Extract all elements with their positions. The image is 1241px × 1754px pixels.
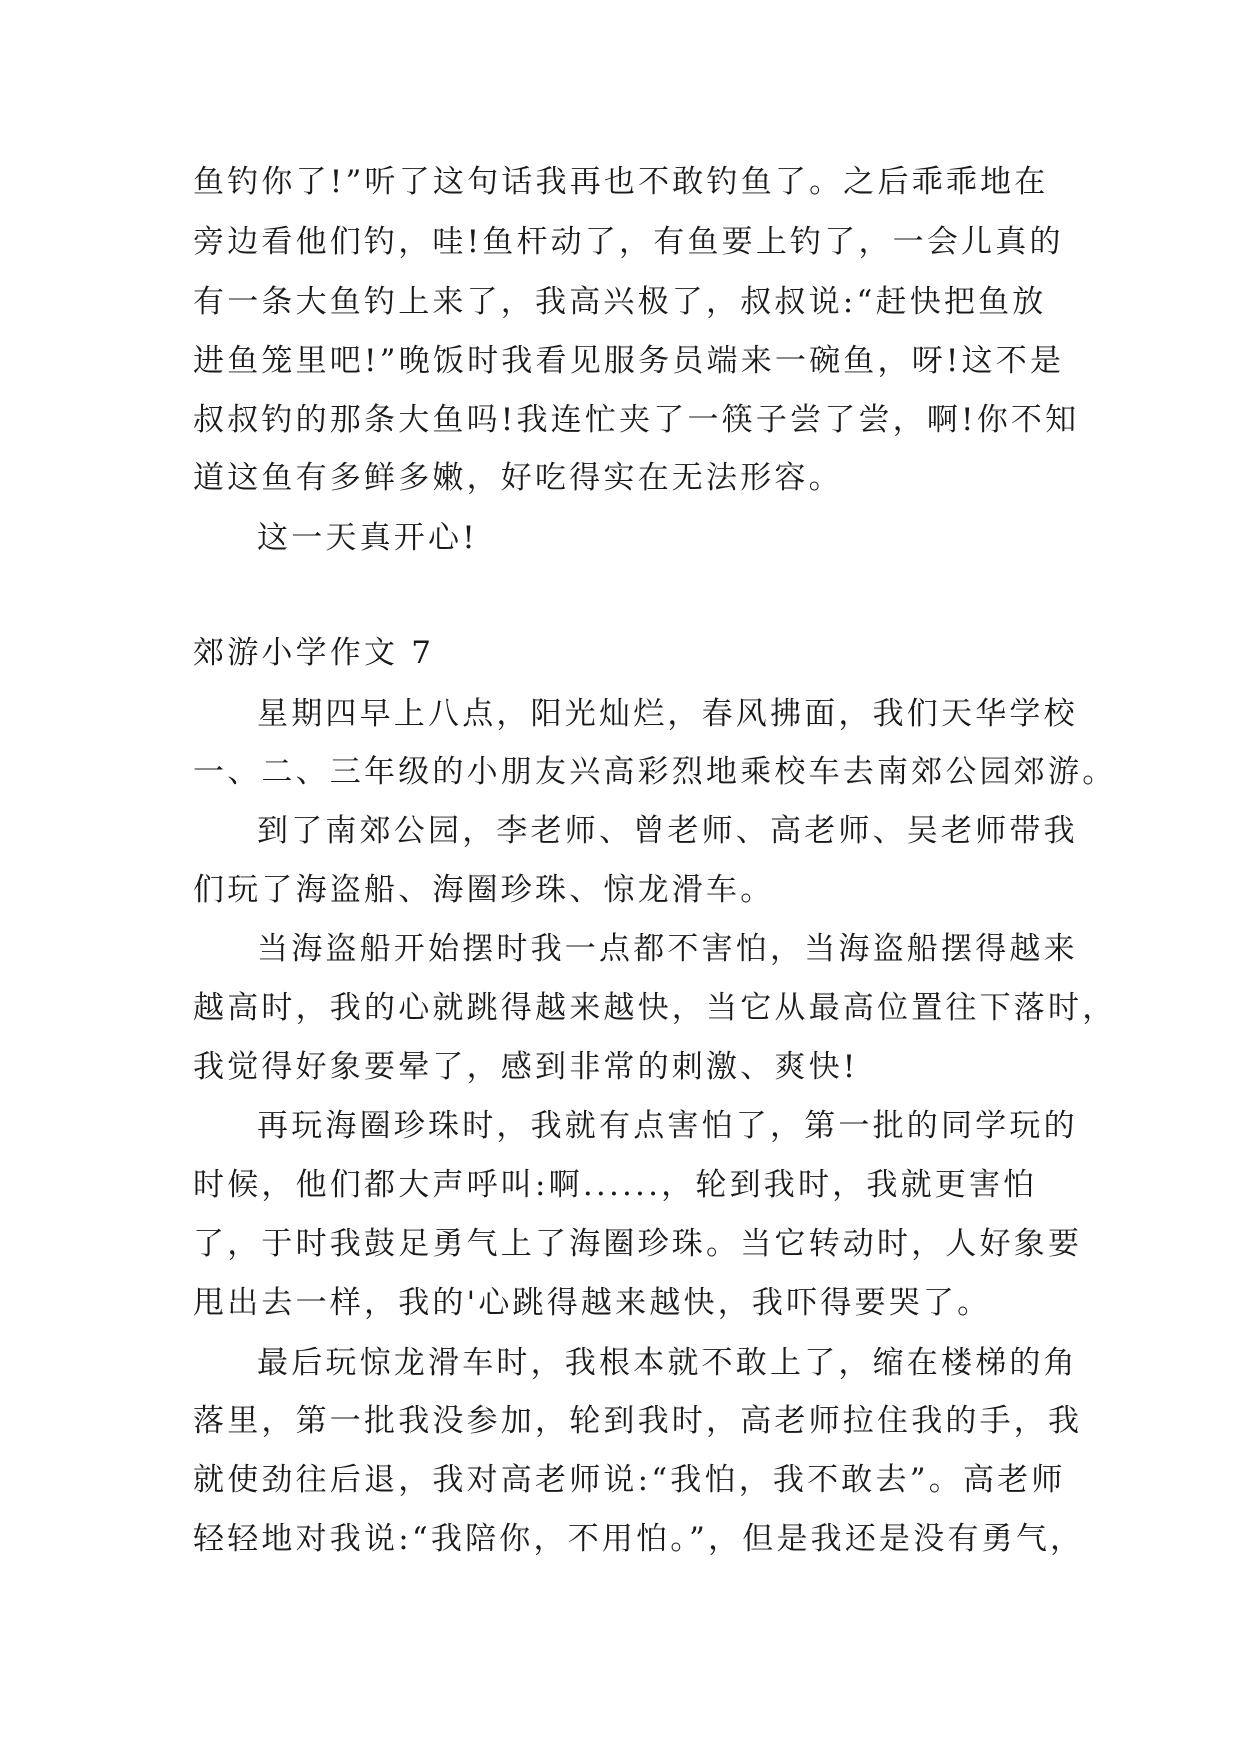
- text-line: 甩出去一样，我的'心跳得越来越快，我吓得要哭了。: [193, 1285, 992, 1321]
- text-line: 道这鱼有多鲜多嫩，好吃得实在无法形容。: [193, 460, 843, 496]
- text-line: 们玩了海盗船、海圈珍珠、惊龙滑车。: [193, 872, 775, 908]
- text-line: 我觉得好象要晕了，感到非常的刺激、爽快!: [193, 1049, 859, 1085]
- text-line: 有一条大鱼钓上来了，我高兴极了，叔叔说:“赶快把鱼放: [193, 284, 1047, 320]
- text-line: 当海盗船开始摆时我一点都不害怕，当海盗船摆得越来: [257, 931, 1078, 967]
- text-line: 旁边看他们钓，哇!鱼杆动了，有鱼要上钓了，一会儿真的: [193, 224, 1064, 260]
- text-line: 到了南郊公园，李老师、曾老师、高老师、吴老师带我: [257, 813, 1078, 849]
- text-line: 就使劲往后退，我对高老师说:“我怕，我不敢去”。高老师: [193, 1462, 1066, 1498]
- text-line: 星期四早上八点，阳光灿烂，春风拂面，我们天华学校: [257, 696, 1078, 732]
- text-line: 这一天真开心!: [257, 520, 478, 556]
- text-line: 了，于时我鼓足勇气上了海圈珍珠。当它转动时，人好象要: [193, 1226, 1083, 1262]
- section-heading: 郊游小学作文 7: [193, 635, 435, 671]
- text-line: 时候，他们都大声呼叫:啊......，轮到我时，我就更害怕: [193, 1167, 1038, 1203]
- text-line: 叔叔钓的那条大鱼吗!我连忙夹了一筷子尝了尝，啊!你不知: [193, 402, 1080, 438]
- text-line: 越高时，我的心就跳得越来越快，当它从最高位置往下落时，: [193, 990, 1117, 1026]
- text-line: 鱼钓你了!”听了这句话我再也不敢钓鱼了。之后乖乖地在: [193, 164, 1049, 200]
- text-line: 落里，第一批我没参加，轮到我时，高老师拉住我的手，我: [193, 1403, 1083, 1439]
- text-line: 进鱼笼里吧!”晚饭时我看见服务员端来一碗鱼，呀!这不是: [193, 343, 1065, 379]
- text-line: 轻轻地对我说:“我陪你，不用怕。”，但是我还是没有勇气，: [193, 1521, 1085, 1557]
- text-line: 一、二、三年级的小朋友兴高彩烈地乘校车去南郊公园郊游。: [193, 754, 1117, 790]
- text-line: 再玩海圈珍珠时，我就有点害怕了，第一批的同学玩的: [257, 1108, 1078, 1144]
- text-line: 最后玩惊龙滑车时，我根本就不敢上了，缩在楼梯的角: [257, 1345, 1078, 1381]
